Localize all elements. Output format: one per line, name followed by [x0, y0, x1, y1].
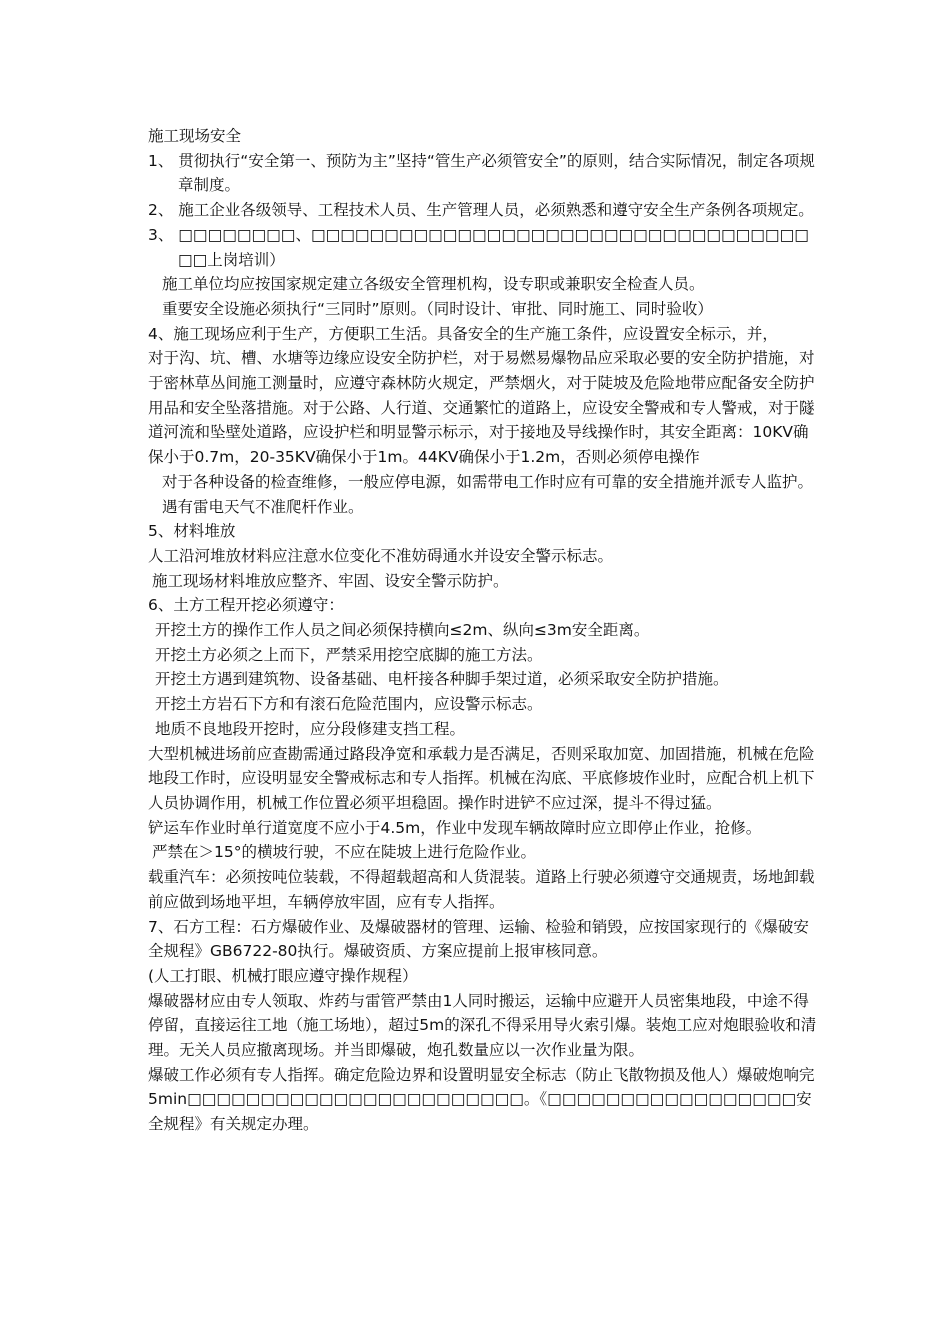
paragraph-excavation-obstacles: 开挖土方遇到建筑物、设备基础、电杆接各种脚手架过道，必须采取安全防护措施。	[155, 670, 729, 689]
paragraph-excavation-rockfall: 开挖土方岩石下方和有滚石危险范围内，应设警示标志。	[155, 695, 543, 714]
clause-5: 5、材料堆放	[148, 522, 236, 541]
paragraph-excavation-order: 开挖土方必须之上而下，严禁采用挖空底脚的施工方法。	[155, 645, 543, 664]
paragraph-excavation-distance: 开挖土方的操作工作人员之间必须保持横向≤2m、纵向≤3m安全距离。	[155, 621, 650, 640]
paragraph-safety-organization: 施工单位均应按国家规定建立各级安全管理机构，设专职或兼职安全检查人员。	[162, 275, 705, 294]
paragraph-site-storage: 施工现场材料堆放应整齐、牢固、设安全警示防护。	[152, 571, 509, 590]
clause-4: 4、施工现场应利于生产，方便职工生活。具备安全的生产施工条件，应设置安全标示，并，	[148, 324, 778, 343]
paragraph-trucks: 载重汽车：必须按吨位装载，不得超载超高和人货混装。道路上行驶必须遵守交通规责，场地卸载前应做到场地平坦，车辆停放牢固，应有专人指挥。	[148, 868, 815, 911]
clause-7: 7、石方工程：石方爆破作业、及爆破器材的管理、运输、检验和销毁，应按国家现行的《爆破安全规程》GB6722-80执行。爆破资质、方案应提前上报审核同意。	[148, 917, 809, 961]
paragraph-three-simultaneous: 重要安全设施必须执行“三同时”原则。（同时设计、审批、同时施工、同时验收）	[162, 299, 713, 318]
paragraph-drilling-rules: (人工打眼、机械打眼应遵守操作规程）	[148, 966, 418, 985]
paragraph-blasting-materials: 爆破器材应由专人领取、炸药与雷管严禁由1人同时搬运，运输中应避开人员密集地段，中途不得停留，直接运往工地（施工场地），超过5m的深孔不得采用导火索引爆。装炮工应对炮眼验收和清理。无关人员应撤离现场。并当即爆破，炮孔数量应以一次作业量为限。	[148, 991, 817, 1060]
paragraph-heavy-machinery: 大型机械进场前应查勘需通过路段净宽和承载力是否满足，否则采取加宽、加固措施，机械在危险地段工作时，应设明显安全警戒标志和专人指挥。机械在沟底、平底修坡作业时，应配合机上机下人员协调作用，机械工作位置必须平坦稳固。操作时进铲不应过深，提斗不得过猛。	[148, 744, 815, 812]
clause-1: 1、 贯彻执行“安全第一、预防为主”坚持“管生产必须管安全”的原则，结合实际情况，制定各项规章制度。	[148, 151, 815, 195]
paragraph-excavation-geology: 地质不良地段开挖时，应分段修建支挡工程。	[155, 719, 466, 738]
paragraph-blasting-command: 爆破工作必须有专人指挥。确定危险边界和设置明显安全标志（防止飞散物损及他人）爆破炮响完5min□□□□□□□□□□□□□□□□□□□□□□□。《□□□□□□□□□□□□□□□□□安全规程》有关规定办理。	[148, 1065, 815, 1134]
paragraph-scraper-operation: 铲运车作业时单行道宽度不应小于4.5m，作业中发现车辆故障时应立即停止作业，抢修。	[148, 818, 762, 837]
clause-6: 6、土方工程开挖必须遵守：	[148, 596, 344, 615]
document-body	[148, 124, 823, 1137]
paragraph-slope-driving: 严禁在＞15°的横坡行驶，不应在陡坡上进行危险作业。	[152, 843, 536, 862]
clause-3: 3、 □□□□□□□□、□□□□□□□□□□□□□□□□□□□□□□□□□□□□□□□□□□□□上岗培训）	[148, 225, 809, 269]
paragraph-riverside-storage: 人工沿河堆放材料应注意水位变化不准妨碍通水并设安全警示标志。	[148, 546, 614, 565]
document-title: 施工现场安全	[148, 127, 242, 145]
paragraph-equipment-maintenance: 对于各种设备的检查维修，一般应停电源，如需带电工作时应有可靠的安全措施并派专人监护。遇有雷电天气不准爬杆作业。	[162, 472, 814, 516]
paragraph-protection-measures: 对于沟、坑、槽、水塘等边缘应设安全防护栏，对于易燃易爆物品应采取必要的安全防护措施，对于密林草丛间施工测量时，应遵守森林防火规定，严禁烟火，对于陡坡及危险地带应配备安全防护用品和安全坠落措施。对于公路、人行道、交通繁忙的道路上，应设安全警戒和专人警戒，对于隧道河流和坠壁处道路，应设护栏和明显警示标示，对于接地及导线操作时，其安全距离：10KV确保小于0.7m，20-35KV确保小于1m。44KV确保小于1.2m，否则必须停电操作	[148, 349, 815, 467]
clause-2: 2、 施工企业各级领导、工程技术人员、生产管理人员，必须熟悉和遵守安全生产条例各项规定。	[148, 201, 814, 220]
